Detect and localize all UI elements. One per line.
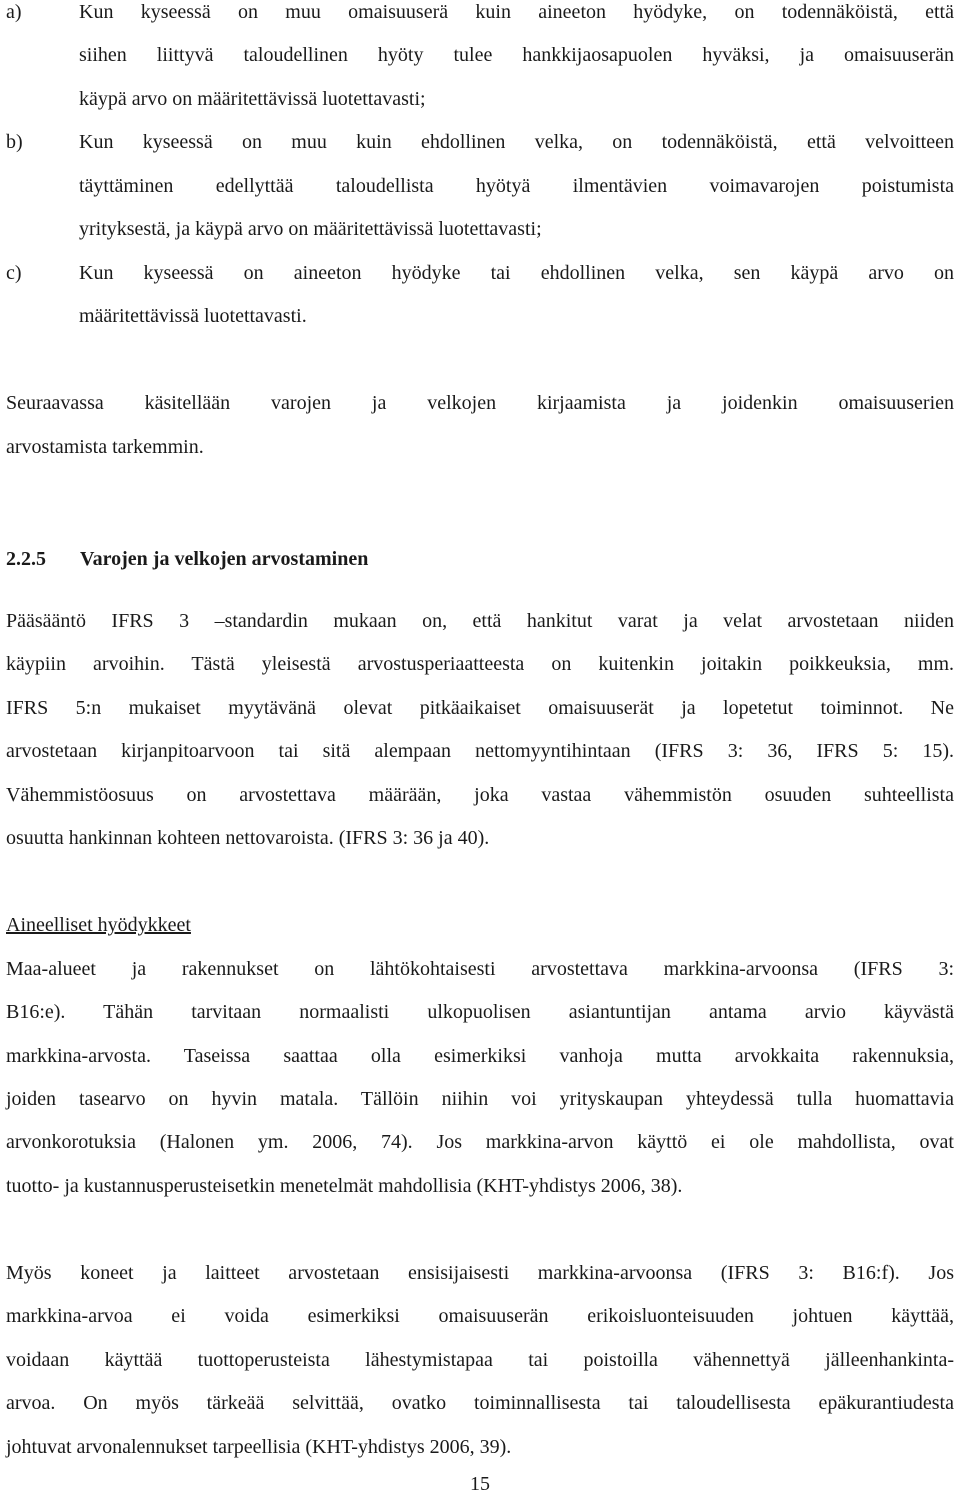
paragraph-2-line-2: B16:e). Tähän tarvitaan normaalisti ulkopuolisen asiantuntijan antama arvio käyvästä bbox=[6, 1001, 954, 1023]
subheading-aineelliset-hyodykkeet bbox=[6, 913, 954, 937]
section-number: 2.2.5 bbox=[6, 548, 46, 570]
list-item-a-line-1: Kun kyseessä on muu omaisuuserä kuin aineeton hyödyke, on todennäköistä, että bbox=[79, 1, 954, 23]
list-item-b-line-1: Kun kyseessä on muu kuin ehdollinen velka, on todennäköistä, että velvoitteen bbox=[79, 131, 954, 153]
list-item-a-line-3: käypä arvo on määritettävissä luotettavasti; bbox=[79, 88, 426, 110]
intro-paragraph-line-2: arvostamista tarkemmin. bbox=[6, 436, 204, 458]
subheading-text: Aineelliset hyödykkeet bbox=[6, 914, 191, 936]
paragraph-1-line-1: Pääsääntö IFRS 3 –standardin mukaan on, että hankitut varat ja velat arvostetaan niiden bbox=[6, 610, 954, 632]
paragraph-2-line-5: arvonkorotuksia (Halonen ym. 2006, 74). Jos markkina-arvon käyttö ei ole mahdollista, ovat bbox=[6, 1131, 954, 1153]
section-title: Varojen ja velkojen arvostaminen bbox=[80, 548, 369, 570]
list-marker-b: b) bbox=[6, 131, 23, 153]
paragraph-3-line-2: markkina-arvoa ei voida esimerkiksi omaisuuserän erikoisluonteisuuden johtuen käyttää, bbox=[6, 1305, 954, 1327]
list-item-c-line-2: määritettävissä luotettavasti. bbox=[79, 305, 307, 327]
paragraph-2-line-1: Maa-alueet ja rakennukset on lähtökohtaisesti arvostettava markkina-arvoonsa (IFRS 3: bbox=[6, 958, 954, 980]
intro-paragraph-line-1: Seuraavassa käsitellään varojen ja velkojen kirjaamista ja joidenkin omaisuuserien bbox=[6, 392, 954, 414]
paragraph-3-line-1: Myös koneet ja laitteet arvostetaan ensisijaisesti markkina-arvoonsa (IFRS 3: B16:f). Jos bbox=[6, 1262, 954, 1284]
page-number: 15 bbox=[470, 1473, 490, 1495]
list-marker-c: c) bbox=[6, 262, 22, 284]
paragraph-1-line-3: IFRS 5:n mukaiset myytävänä olevat pitkäaikaiset omaisuuserät ja lopetetut toiminnot. Ne bbox=[6, 697, 954, 719]
list-item-b-line-2: täyttäminen edellyttää taloudellista hyötyä ilmentävien voimavarojen poistumista bbox=[79, 175, 954, 197]
paragraph-1-line-6: osuutta hankinnan kohteen nettovaroista. (IFRS 3: 36 ja 40). bbox=[6, 827, 490, 849]
paragraph-1-line-5: Vähemmistöosuus on arvostettava määrään, joka vastaa vähemmistön osuuden suhteellista bbox=[6, 784, 954, 806]
list-item-c-line-1: Kun kyseessä on aineeton hyödyke tai ehdollinen velka, sen käypä arvo on bbox=[79, 262, 954, 284]
paragraph-2-line-6: tuotto- ja kustannusperusteisetkin menetelmät mahdollisia (KHT-yhdistys 2006, 38). bbox=[6, 1175, 683, 1197]
list-marker-a: a) bbox=[6, 1, 22, 23]
paragraph-2-line-4: joiden tasearvo on hyvin matala. Tällöin niihin voi yrityskaupan yhteydessä tulla huomattavia bbox=[6, 1088, 954, 1110]
paragraph-2-line-3: markkina-arvosta. Taseissa saattaa olla esimerkiksi vanhoja mutta arvokkaita rakennuksia, bbox=[6, 1045, 954, 1067]
list-item-a-line-2: siihen liittyvä taloudellinen hyöty tulee hankkijaosapuolen hyväksi, ja omaisuuserän bbox=[79, 44, 954, 66]
paragraph-3-line-3: voidaan käyttää tuottoperusteista lähestymistapaa tai poistoilla vähennettyä jälleenhankinta- bbox=[6, 1349, 954, 1371]
paragraph-3-line-5: johtuvat arvonalennukset tarpeellisia (KHT-yhdistys 2006, 39). bbox=[6, 1436, 512, 1458]
list-item-b-line-3: yrityksestä, ja käypä arvo on määritettävissä luotettavasti; bbox=[79, 218, 542, 240]
paragraph-1-line-4: arvostetaan kirjanpitoarvoon tai sitä alempaan nettomyyntihintaan (IFRS 3: 36, IFRS 5: 15). bbox=[6, 740, 954, 762]
paragraph-1-line-2: käypiin arvoihin. Tästä yleisestä arvostusperiaatteesta on kuitenkin joitakin poikkeuksia, mm. bbox=[6, 653, 954, 675]
paragraph-3-line-4: arvoa. On myös tärkeää selvittää, ovatko toiminnallisesta tai taloudellisesta epäkurantiudesta bbox=[6, 1392, 954, 1414]
